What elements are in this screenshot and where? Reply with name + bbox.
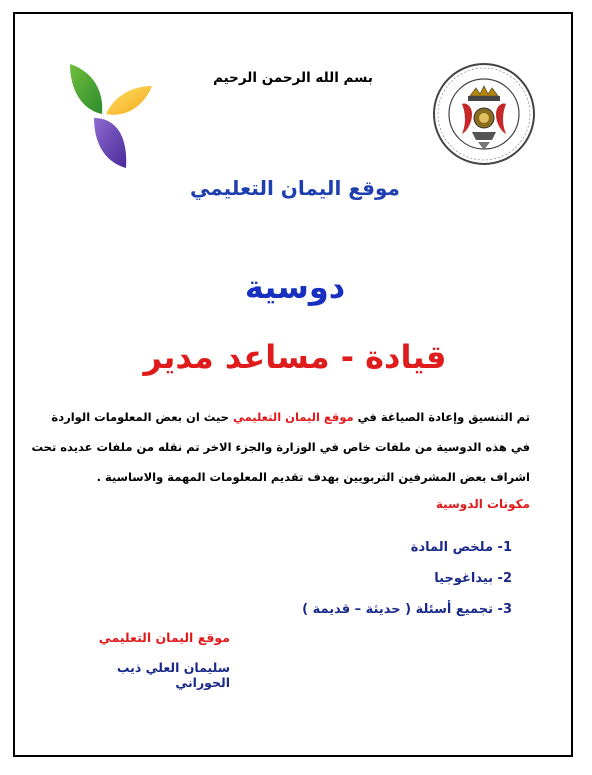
intro-paragraph bbox=[31, 402, 530, 492]
intro-line-3: اشراف بعض المشرفين التربويين بهدف تقديم المعلومات المهمة والاساسية . bbox=[96, 470, 530, 484]
list-item: 1- ملخص المادة bbox=[410, 540, 512, 555]
intro-line-1-suffix: حيث ان بعض المعلومات الواردة bbox=[51, 410, 229, 424]
basmala: بسم الله الرحمن الرحيم bbox=[213, 70, 373, 86]
list-item: 2- بيداغوجيا bbox=[434, 571, 512, 586]
intro-line-2: في هذه الدوسية من ملفات خاص في الوزارة والجزء الاخر تم نقله من ملفات عديده تحت bbox=[31, 440, 530, 454]
ministry-seal-icon bbox=[432, 62, 536, 166]
intro-line-1 bbox=[51, 402, 530, 432]
document-title: دوسية bbox=[244, 268, 346, 306]
list-item: 3- تجميع أسئلة ( حديثة – قديمة ) bbox=[302, 602, 512, 617]
intro-site-name: موقع اليمان التعليمي bbox=[232, 410, 354, 424]
leaf-logo-icon bbox=[64, 62, 154, 170]
footer-author-name: سليمان العلي ذيب الحوراني bbox=[116, 660, 230, 690]
site-title: موقع اليمان التعليمي bbox=[190, 176, 400, 200]
footer-site-name: موقع اليمان التعليمي bbox=[98, 630, 230, 645]
document-subtitle: قيادة - مساعد مدير bbox=[143, 338, 447, 376]
components-heading: مكونات الدوسية bbox=[435, 497, 530, 511]
intro-line-1-prefix: تم التنسيق وإعادة الصياغة في bbox=[357, 410, 530, 424]
components-list bbox=[302, 536, 512, 629]
